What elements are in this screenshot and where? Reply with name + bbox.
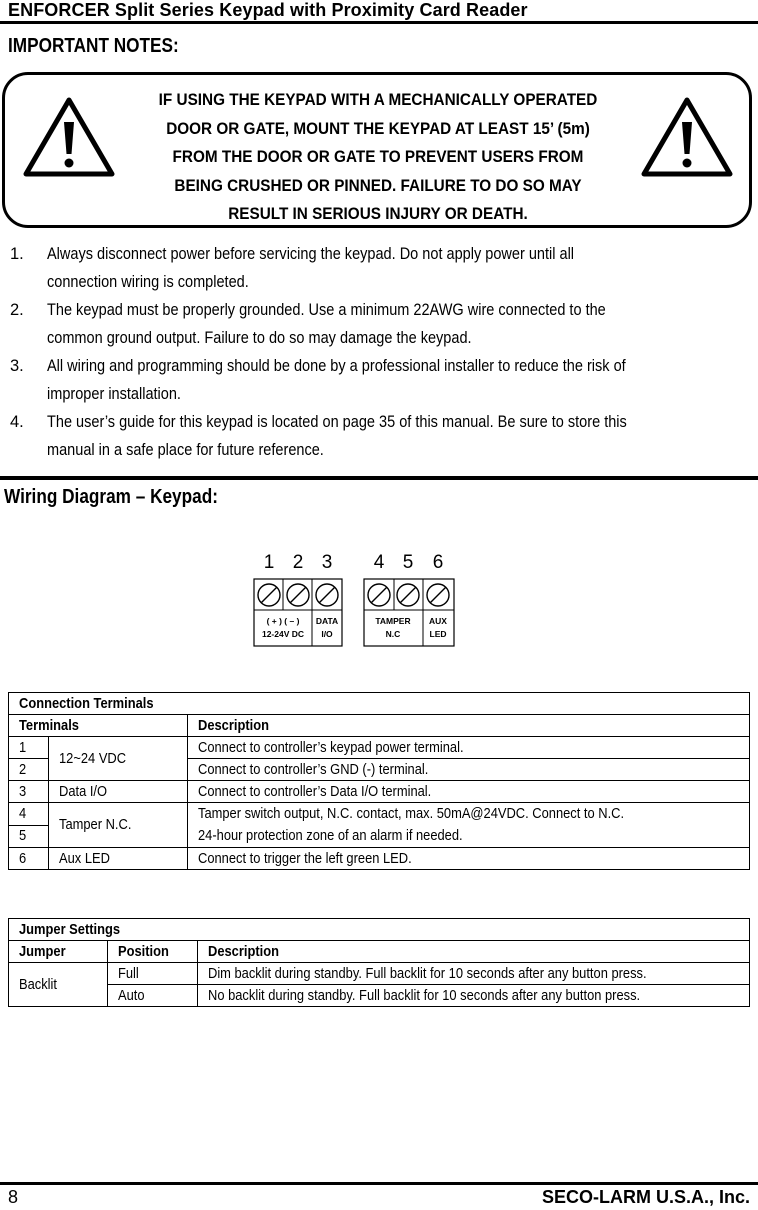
page-header-title: ENFORCER Split Series Keypad with Proximity Card Reader: [8, 0, 528, 20]
label-data-io: I/O: [321, 629, 333, 639]
note-text: manual in a safe place for future reference.: [47, 441, 324, 459]
terminal-description: Connect to controller’s GND (-) terminal.: [188, 759, 750, 781]
terminal-name: 12~24 VDC: [49, 737, 188, 781]
terminal-number-3: 3: [321, 552, 333, 573]
terminal-number: 1: [9, 737, 49, 759]
jumper-description: Dim backlit during standby. Full backlit for 10 seconds after any button press.: [198, 963, 750, 985]
terminal-name: Aux LED: [49, 848, 188, 870]
wiring-diagram-title: Wiring Diagram – Keypad:: [4, 486, 218, 508]
terminal-description: Connect to controller’s keypad power terminal.: [188, 737, 750, 759]
note-text: The user’s guide for this keypad is located on page 35 of this manual. Be sure to store this: [47, 413, 627, 431]
table-row: [9, 848, 750, 870]
column-header: Description: [188, 715, 750, 737]
label-power-polarity: ( + ) ( – ): [266, 616, 300, 626]
note-text: improper installation.: [47, 385, 181, 403]
wiring-diagram: [250, 548, 460, 650]
screw-icon: [397, 584, 419, 606]
table-row: [9, 737, 750, 759]
label-tamper-nc: N.C: [385, 629, 401, 639]
table-caption: Jumper Settings: [9, 919, 750, 941]
terminal-description: Connect to controller’s Data I/O terminal.: [188, 781, 750, 803]
terminal-number: 2: [9, 759, 49, 781]
note-number: 4.: [10, 413, 24, 431]
label-power-voltage: 12-24V DC: [261, 629, 305, 639]
note-number: 3.: [10, 357, 24, 375]
terminal-number-4: 4: [373, 552, 385, 573]
warning-triangle-icon-left: [22, 96, 116, 178]
terminal-name: Data I/O: [49, 781, 188, 803]
table-row: [9, 781, 750, 803]
terminal-number-5: 5: [402, 552, 414, 573]
terminal-description: Connect to trigger the left green LED.: [188, 848, 750, 870]
terminal-number-1: 1: [263, 552, 275, 573]
table-row: [9, 985, 750, 1007]
screw-icon: [258, 584, 280, 606]
jumper-name: Backlit: [9, 963, 108, 1007]
section-rule: [0, 476, 758, 480]
column-header: Terminals: [9, 715, 188, 737]
terminal-number: 6: [9, 848, 49, 870]
note-text: All wiring and programming should be done by a professional installer to reduce the risk of: [47, 357, 626, 375]
jumper-position: Full: [108, 963, 198, 985]
label-aux-led: LED: [429, 629, 447, 639]
company-name: SECO-LARM U.S.A., Inc.: [541, 1187, 750, 1207]
note-item: [0, 408, 758, 464]
note-text: The keypad must be properly grounded. Use a minimum 22AWG wire connected to the: [47, 301, 606, 319]
note-item: [0, 352, 758, 408]
column-header: Position: [108, 941, 198, 963]
jumper-description: No backlit during standby. Full backlit for 10 seconds after any button press.: [198, 985, 750, 1007]
terminal-number: 5: [9, 825, 49, 848]
label-aux: AUX: [429, 616, 447, 626]
warning-line: IF USING THE KEYPAD WITH A MECHANICALLY OPERATED: [158, 90, 598, 109]
screw-icon: [368, 584, 390, 606]
warning-line: RESULT IN SERIOUS INJURY OR DEATH.: [228, 204, 528, 223]
note-item: [0, 240, 758, 296]
note-number: 1.: [10, 245, 24, 263]
column-header: Jumper: [9, 941, 108, 963]
terminal-number: 4: [9, 803, 49, 826]
warning-triangle-icon-right: [640, 96, 734, 178]
label-tamper: TAMPER: [375, 616, 411, 626]
page-number: 8: [8, 1187, 19, 1207]
table-row: [9, 963, 750, 985]
note-text: Always disconnect power before servicing the keypad. Do not apply power until all: [47, 245, 575, 263]
terminal-number-2: 2: [292, 552, 304, 573]
notes-list: [0, 240, 758, 464]
note-number: 2.: [10, 301, 24, 319]
connection-terminals-table: [8, 692, 750, 870]
screw-icon: [316, 584, 338, 606]
warning-line: DOOR OR GATE, MOUNT THE KEYPAD AT LEAST 15’ (5m): [166, 118, 590, 138]
note-item: [0, 296, 758, 352]
terminal-number-6: 6: [432, 552, 444, 573]
jumper-position: Auto: [108, 985, 198, 1007]
note-text: common ground output. Failure to do so may damage the keypad.: [47, 329, 472, 347]
warning-line: FROM THE DOOR OR GATE TO PREVENT USERS FROM: [172, 147, 584, 166]
warning-line: BEING CRUSHED OR PINNED. FAILURE TO DO SO MAY: [174, 175, 582, 195]
header-rule: [0, 21, 758, 24]
screw-icon: [287, 584, 309, 606]
table-caption: Connection Terminals: [9, 693, 750, 715]
screw-icon: [427, 584, 449, 606]
jumper-settings-table: [8, 918, 750, 1007]
table-row: [9, 803, 750, 826]
important-notes-title: IMPORTANT NOTES:: [8, 35, 179, 57]
terminal-number: 3: [9, 781, 49, 803]
terminal-name: Tamper N.C.: [49, 803, 188, 848]
label-data: DATA: [315, 616, 339, 626]
footer-rule: [0, 1182, 758, 1185]
warning-text: [128, 86, 628, 229]
note-text: connection wiring is completed.: [47, 273, 249, 291]
column-header: Description: [198, 941, 750, 963]
terminal-description: Tamper switch output, N.C. contact, max. 50mA@24VDC. Connect to N.C. 24-hour protection zone of an alarm if needed.: [188, 803, 750, 848]
